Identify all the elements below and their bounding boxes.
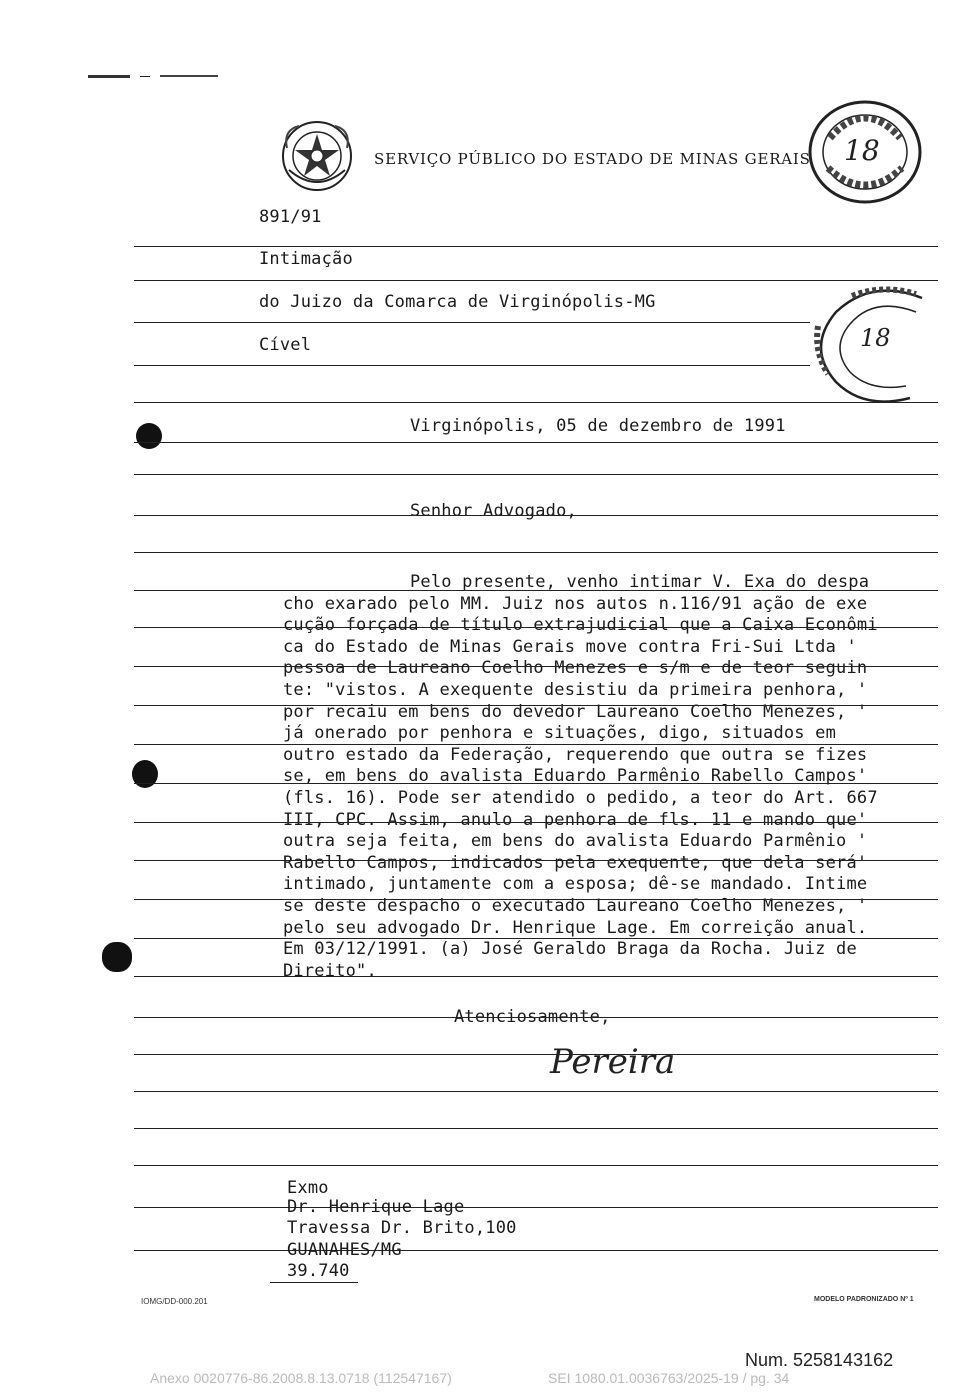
body-line: pessoa de Laureano Coelho Menezes e s/m e de teor seguin <box>283 658 868 679</box>
recipient-city: GUANAHES/MG <box>287 1240 402 1260</box>
doc-type: Intimação <box>259 249 353 269</box>
form-rule <box>134 552 938 553</box>
stamp-number: 18 <box>844 134 880 167</box>
scan-mark <box>140 76 150 77</box>
body-line: já onerado por penhora e situações, digo, situados em <box>283 723 837 744</box>
form-rule <box>134 627 938 628</box>
form-rule <box>134 442 938 443</box>
form-rule <box>134 1165 938 1166</box>
body-line: Direito". <box>283 960 377 981</box>
punch-hole <box>136 423 162 449</box>
process-number: 891/91 <box>259 207 322 227</box>
form-rule <box>134 1017 938 1018</box>
body-line: se deste despacho o executado Laureano Coelho Menezes, ' <box>283 896 868 916</box>
form-rule <box>134 860 938 861</box>
form-rule <box>134 705 938 706</box>
form-rule <box>134 1128 938 1129</box>
form-rule <box>134 515 938 516</box>
nature-line: Cível <box>259 335 312 355</box>
form-rule <box>134 280 938 281</box>
tribunal-stamp <box>812 282 930 408</box>
form-rule <box>134 1091 938 1092</box>
form-rule <box>134 1207 938 1208</box>
body-line: se, em bens do avalista Eduardo Parmênio Rabello Campos' <box>283 766 868 787</box>
form-rule <box>134 976 938 977</box>
form-code: IOMG/DD-000.201 <box>141 1297 208 1306</box>
form-rule <box>134 322 810 323</box>
form-rule <box>134 474 938 475</box>
body-line: Em 03/12/1991. (a) José Geraldo Braga da Rocha. Juiz de <box>283 939 857 960</box>
form-rule <box>134 590 938 591</box>
signature: Pereira <box>550 1042 676 1082</box>
place-date: Virginópolis, 05 de dezembro de 1991 <box>410 416 786 436</box>
body-line: cução forçada de título extrajudicial que a Caixa Econômi <box>283 615 878 636</box>
punch-hole <box>102 942 132 972</box>
model-code: MODELO PADRONIZADO Nº 1 <box>814 1296 914 1303</box>
document-number: Num. 5258143162 <box>745 1350 894 1370</box>
form-rule <box>134 744 938 745</box>
state-seal-icon <box>279 118 355 194</box>
body-line: outro estado da Federação, requerendo que outra se fizes <box>283 744 868 765</box>
body-line: (fls. 16). Pode ser atendido o pedido, a teor do Art. 667 <box>283 788 878 808</box>
side-stamp-number: 18 <box>860 324 891 352</box>
form-rule <box>134 1054 938 1055</box>
body-line: Pelo presente, venho intimar V. Exa do despa <box>410 572 870 592</box>
form-rule <box>134 938 938 939</box>
form-rule <box>134 1250 938 1251</box>
recipient-title: Exmo <box>287 1178 329 1198</box>
footer-annex: Anexo 0020776-86.2008.8.13.0718 (112547167) <box>150 1370 452 1386</box>
body-line: ca do Estado de Minas Gerais move contra Fri-Sui Ltda ' <box>283 636 857 657</box>
body-line: por recaiu em bens do devedor Laureano Coelho Menezes, ' <box>283 701 868 722</box>
body-line: III, CPC. Assim, anulo a penhora de fls. 11 e mando que' <box>283 809 868 830</box>
secretaria-stamp <box>806 98 924 206</box>
form-rule <box>134 246 938 247</box>
body-line: outra seja feita, em bens do avalista Eduardo Parmênio ' <box>283 831 868 852</box>
form-rule <box>134 783 938 784</box>
salutation: Senhor Advogado, <box>410 501 577 521</box>
form-rule <box>134 822 938 823</box>
form-rule <box>134 666 938 667</box>
body-line: Rabello Campos, indicados pela exequente, que dela será' <box>283 852 868 873</box>
scan-mark <box>160 75 218 77</box>
closing: Atenciosamente, <box>454 1007 611 1027</box>
body-line: cho exarado pelo MM. Juiz nos autos n.116/91 ação de exe <box>283 593 868 614</box>
form-rule <box>270 1282 358 1283</box>
body-line: intimado, juntamente com a esposa; dê-se mandado. Intime <box>283 874 868 895</box>
body-line: te: "vistos. A exequente desistiu da primeira penhora, ' <box>283 680 868 700</box>
footer-sei: SEI 1080.01.0036763/2025-19 / pg. 34 <box>548 1370 790 1386</box>
scan-mark <box>88 75 130 78</box>
body-line: pelo seu advogado Dr. Henrique Lage. Em correição anual. <box>283 917 868 938</box>
institution-header: SERVIÇO PÚBLICO DO ESTADO DE MINAS GERAIS <box>374 150 811 168</box>
recipient-zip: 39.740 <box>287 1261 350 1281</box>
form-rule <box>134 365 810 366</box>
origin-line: do Juizo da Comarca de Virginópolis-MG <box>259 292 656 312</box>
form-rule <box>134 899 938 900</box>
recipient-name: Dr. Henrique Lage <box>287 1197 465 1217</box>
recipient-street: Travessa Dr. Brito,100 <box>287 1218 517 1238</box>
